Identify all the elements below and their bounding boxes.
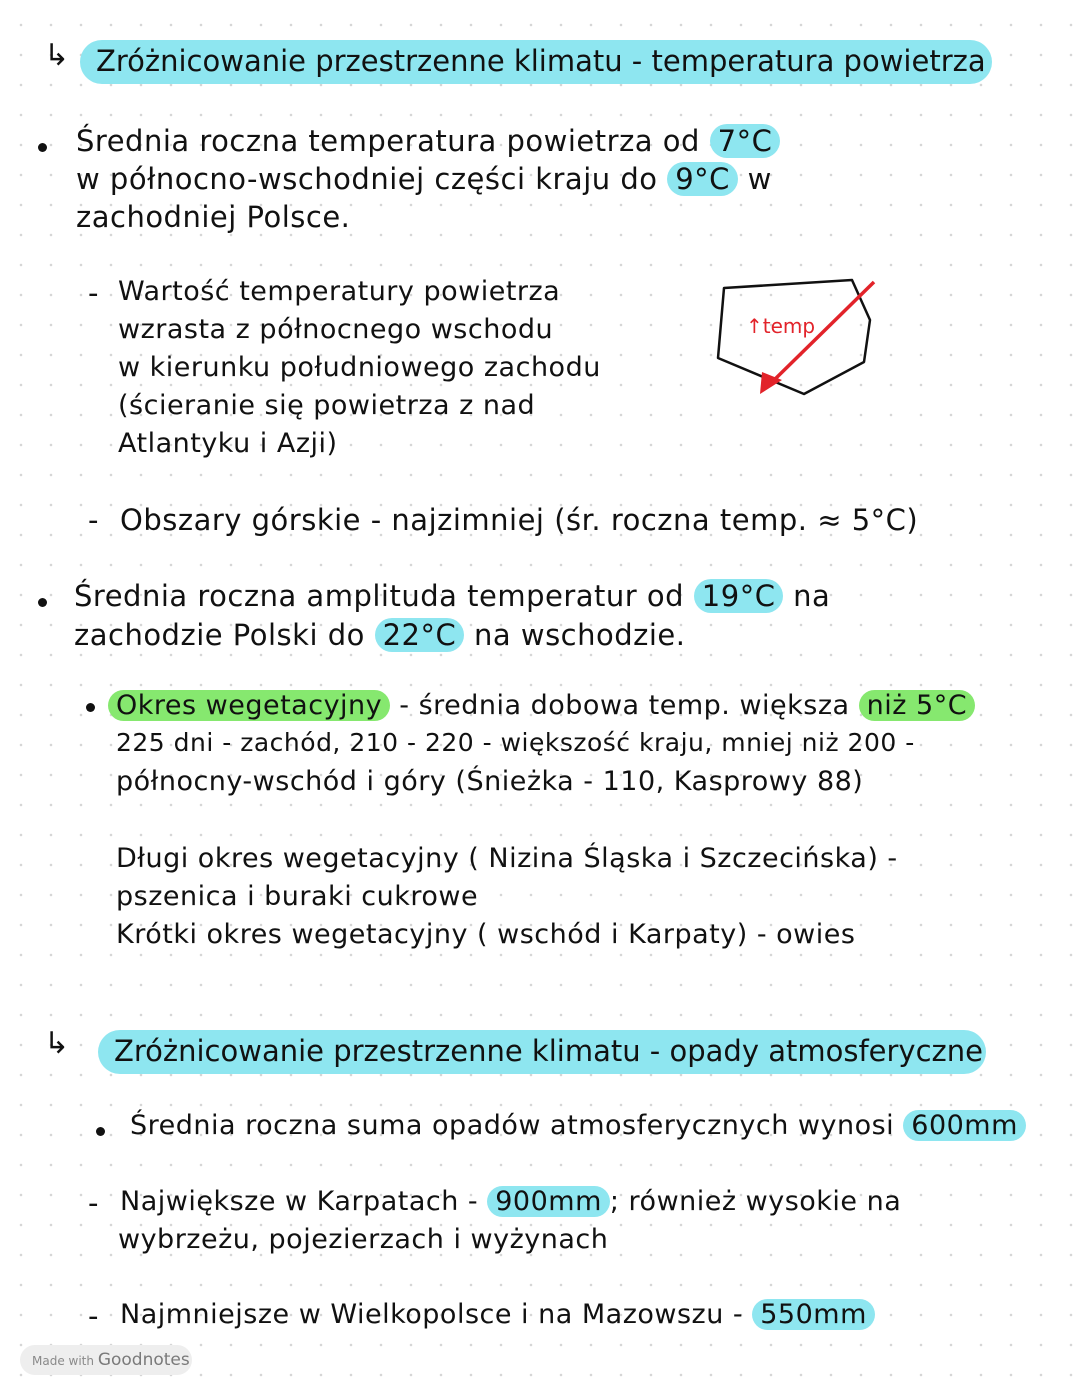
bullet-icon [96,1127,105,1136]
highlight-value: 600mm [903,1110,1026,1141]
heading-text: Zróżnicowanie przestrzenne klimatu - opady atmosferyczne [114,1034,983,1068]
dash-marker: - [88,1299,99,1333]
text-line: północny-wschód i góry (Śnieżka - 110, Kasprowy 88) [116,766,864,797]
text-line: (ścieranie się powietrza z nad [118,390,536,421]
highlight-value: 900mm [487,1186,610,1217]
text-line: Obszary górskie - najzimniej (śr. roczna temp. ≈ 5°C) [120,503,919,537]
section-heading-precipitation [98,1030,986,1074]
text-line: Najmniejsze w Wielkopolsce i na Mazowszu - 550mm [120,1299,875,1330]
dash-marker: - [88,1186,99,1220]
badge-prefix: Made with [32,1354,94,1368]
text-line: pszenica i buraki cukrowe [116,881,479,912]
bullet-icon [86,703,95,712]
poland-map-sketch [712,270,884,400]
text-line: wybrzeżu, pojezierzach i wyżynach [118,1224,609,1255]
highlight-value: niż 5°C [859,690,975,721]
map-label: ↑temp [746,314,816,338]
text-line: w kierunku południowego zachodu [118,352,601,383]
bullet-icon [38,598,47,607]
text-line: zachodniej Polsce. [76,200,351,234]
made-with-goodnotes-badge[interactable] [20,1345,192,1375]
badge-brand: Goodnotes [97,1350,190,1370]
highlight-value: 9°C [667,162,738,196]
arrow-right-icon: ↳ [44,1026,70,1061]
text-line: w północno-wschodniej części kraju do 9°C w [76,162,772,196]
section-heading-temperature [80,40,992,84]
bullet-icon [38,143,47,152]
text-line: Średnia roczna temperatura powietrza od 7°C [76,124,780,158]
text-line: Krótki okres wegetacyjny ( wschód i Karpaty) - owies [116,919,856,950]
arrow-right-icon: ↳ [44,38,70,73]
text-line: Największe w Karpatach - 900mm ; również wysokie na [120,1186,902,1217]
text-line: Wartość temperatury powietrza [118,276,561,307]
highlight-value: 550mm [752,1299,875,1330]
text-line: wzrasta z północnego wschodu [118,314,554,345]
heading-text: Zróżnicowanie przestrzenne klimatu - temperatura powietrza [96,44,986,78]
highlight-value: 19°C [694,579,784,613]
highlight-value: 22°C [375,618,465,652]
text-line: Okres wegetacyjny - średnia dobowa temp. większa niż 5°C [108,690,975,721]
text-line: zachodzie Polski do 22°C na wschodzie. [74,618,686,652]
text-line: Długi okres wegetacyjny ( Nizina Śląska i Szczecińska) - [116,843,898,874]
dash-marker: - [88,276,99,310]
dash-marker: - [88,503,99,537]
text-line: Średnia roczna suma opadów atmosferycznych wynosi 600mm [130,1110,1026,1141]
highlight-value: 7°C [710,124,781,158]
highlight-term: Okres wegetacyjny [108,690,390,721]
text-line: Atlantyku i Azji) [118,428,338,459]
text-line: 225 dni - zachód, 210 - 220 - większość kraju, mniej niż 200 - [116,728,915,757]
text-line: Średnia roczna amplituda temperatur od 19°C na [74,579,831,613]
